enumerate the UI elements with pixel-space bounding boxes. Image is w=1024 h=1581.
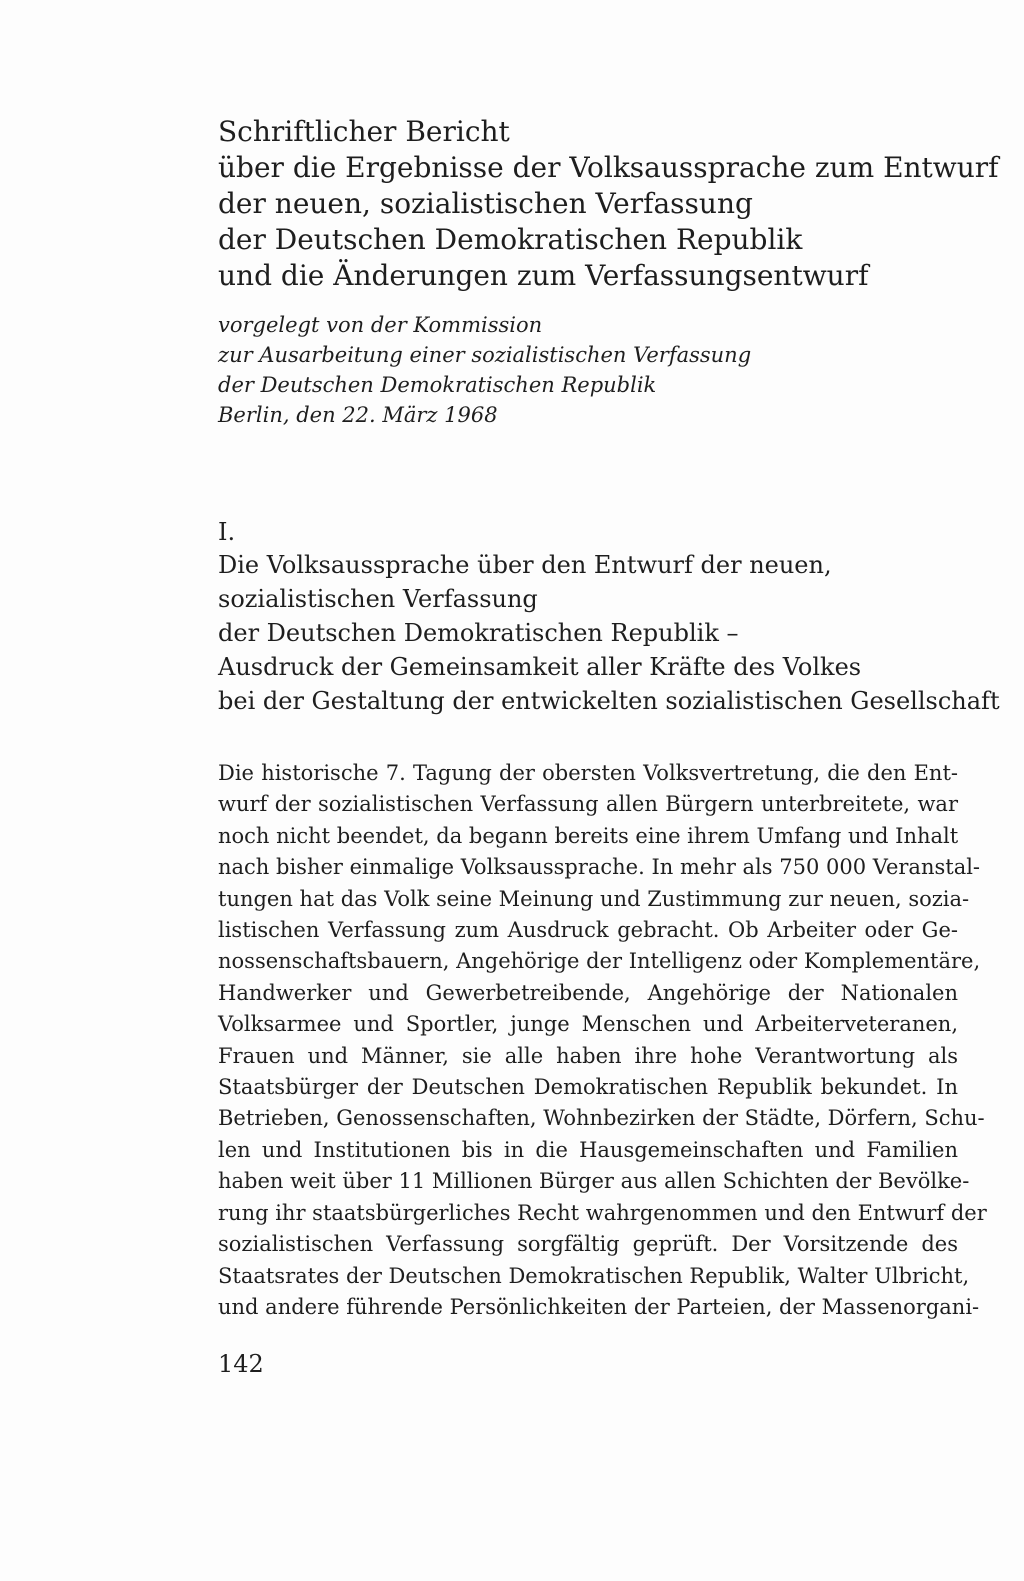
body-line: sozialistischen Verfassung sorgfältig geprüft. Der Vorsitzende des	[218, 1232, 958, 1257]
body-line: Volksarmee und Sportler, junge Menschen und Arbeiterveteranen,	[218, 1012, 958, 1037]
body-line: Betrieben, Genossenschaften, Wohnbezirken der Städte, Dörfern, Schu-	[218, 1106, 985, 1131]
body-line: noch nicht beendet, da begann bereits eine ihrem Umfang und Inhalt	[218, 823, 959, 848]
body-paragraph	[218, 758, 987, 1323]
body-line: nach bisher einmalige Volksaussprache. In mehr als 750 000 Veranstal-	[218, 855, 981, 880]
body-line: Frauen und Männer, sie alle haben ihre hohe Verantwortung als	[218, 1043, 958, 1068]
subtitle-line: der Deutschen Demokratischen Republik	[218, 373, 657, 397]
body-line: Staatsrates der Deutschen Demokratischen Republik, Walter Ulbricht,	[218, 1263, 970, 1288]
title-line: der neuen, sozialistischen Verfassung	[218, 187, 753, 220]
title-line: über die Ergebnisse der Volksaussprache zum Entwurf	[218, 151, 999, 184]
document-subtitle	[218, 310, 958, 430]
body-line: haben weit über 11 Millionen Bürger aus allen Schichten der Bevölke-	[218, 1169, 970, 1194]
subtitle-line: Berlin, den 22. März 1968	[218, 403, 498, 427]
title-line: der Deutschen Demokratischen Republik	[218, 223, 803, 256]
body-line: Die historische 7. Tagung der obersten Volksvertretung, die den Ent-	[218, 761, 958, 785]
subtitle-line: vorgelegt von der Kommission	[218, 313, 543, 337]
body-line: listischen Verfassung zum Ausdruck gebracht. Ob Arbeiter oder Ge-	[218, 918, 958, 943]
title-line: Schriftlicher Bericht	[218, 115, 510, 148]
document-title	[218, 114, 999, 294]
body-line: Handwerker und Gewerbetreibende, Angehörige der Nationalen	[218, 980, 958, 1005]
section-heading-line: der Deutschen Demokratischen Republik –	[218, 619, 739, 647]
body-line: tungen hat das Volk seine Meinung und Zustimmung zur neuen, sozia-	[218, 886, 970, 911]
section-heading-line: sozialistischen Verfassung	[218, 585, 538, 613]
body-line: wurf der sozialistischen Verfassung allen Bürgern unterbreitete, war	[218, 792, 958, 817]
page-number: 142	[218, 1350, 264, 1378]
section-heading	[218, 548, 1000, 718]
body-line: rung ihr staatsbürgerliches Recht wahrgenommen und den Entwurf der	[218, 1200, 987, 1225]
section-number: I.	[218, 518, 236, 546]
title-line: und die Änderungen zum Verfassungsentwurf	[218, 259, 869, 292]
body-line: nossenschaftsbauern, Angehörige der Intelligenz oder Komplementäre,	[218, 949, 981, 974]
section-heading-line: Ausdruck der Gemeinsamkeit aller Kräfte des Volkes	[218, 653, 862, 681]
section-heading-line: bei der Gestaltung der entwickelten sozialistischen Gesellschaft	[218, 687, 1000, 715]
subtitle-line: zur Ausarbeitung einer sozialistischen Verfassung	[218, 343, 752, 367]
section-heading-line: Die Volksaussprache über den Entwurf der neuen,	[218, 551, 832, 579]
body-line: len und Institutionen bis in die Hausgemeinschaften und Familien	[218, 1137, 958, 1162]
body-line: Staatsbürger der Deutschen Demokratischen Republik bekundet. In	[218, 1075, 958, 1100]
body-line: und andere führende Persönlichkeiten der Parteien, der Massenorgani-	[218, 1294, 980, 1319]
